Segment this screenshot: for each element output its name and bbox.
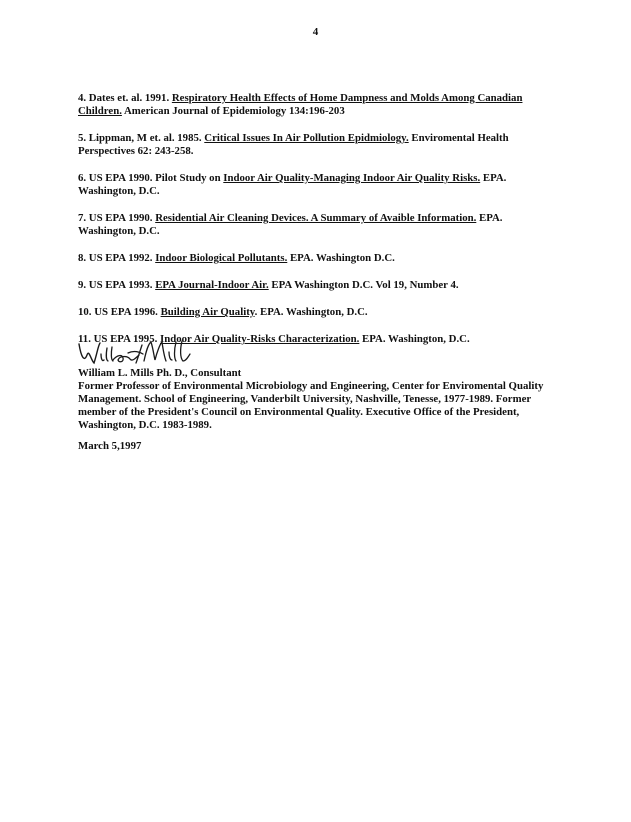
reference-lead: 5. Lippman, M et. al. 1985.: [78, 132, 205, 144]
reference-item: [78, 212, 558, 238]
reference-title: Building Air Quality: [160, 306, 255, 318]
reference-list: [78, 92, 558, 360]
reference-title: EPA Journal-Indoor Air.: [155, 279, 269, 291]
reference-title: Residential Air Cleaning Devices. A Summary of Avaible Information.: [155, 212, 477, 224]
reference-item: [78, 279, 558, 292]
reference-tail: EPA. Washington D.C.: [287, 252, 395, 264]
reference-item: [78, 306, 558, 319]
reference-lead: 7. US EPA 1990.: [78, 212, 156, 224]
reference-title: Indoor Air Quality-Managing Indoor Air Quality Risks.: [223, 172, 481, 184]
reference-item: [78, 172, 558, 198]
signatory-name: William L. Mills Ph. D., Consultant: [78, 367, 242, 379]
reference-item: [78, 132, 558, 158]
reference-title: Respiratory Health Effects of Home Dampness and Molds Among Canadian Children.: [78, 92, 523, 117]
reference-lead: 8. US EPA 1992.: [78, 252, 156, 264]
reference-lead: 4. Dates et. al. 1991.: [78, 92, 172, 104]
reference-tail: EPA Washington D.C. Vol 19, Number 4.: [268, 279, 459, 291]
reference-title: Indoor Biological Pollutants.: [155, 252, 288, 264]
signatory-bio: Former Professor of Environmental Microbiology and Engineering, Center for Enviromental Quality Management. School of Engineering, Vanderbilt University, Nashville, Tenesse, 1977-1989. Former member of the President's Council on Environmental Quality. Executive Office of the President, Washington, D.C. 1983-1989.: [78, 380, 544, 431]
page-number: 4: [312, 26, 319, 38]
reference-tail: Enviromental Health Perspectives 62: 243-258.: [78, 132, 509, 157]
reference-tail: EPA. Washington, D.C.: [78, 212, 503, 237]
reference-title: Critical Issues In Air Pollution Epidmiology.: [204, 132, 409, 144]
reference-lead: 11. US EPA 1995.: [78, 333, 160, 345]
reference-item: [78, 252, 558, 265]
reference-tail: . EPA. Washington, D.C.: [254, 306, 368, 318]
reference-tail: EPA. Washington, D.C.: [78, 172, 507, 197]
reference-lead: 6. US EPA 1990. Pilot Study on: [78, 172, 224, 184]
handwritten-signature: [76, 336, 194, 368]
reference-tail: EPA. Washington, D.C.: [359, 333, 470, 345]
reference-tail: American Journal of Epidemiology 134:196-203: [121, 105, 345, 117]
document-date: March 5,1997: [78, 440, 142, 452]
reference-title: Indoor Air Quality-Risks Characterization.: [160, 333, 360, 345]
reference-lead: 9. US EPA 1993.: [78, 279, 156, 291]
reference-item: [78, 92, 558, 118]
signature-block: [78, 367, 548, 432]
reference-lead: 10. US EPA 1996.: [78, 306, 161, 318]
